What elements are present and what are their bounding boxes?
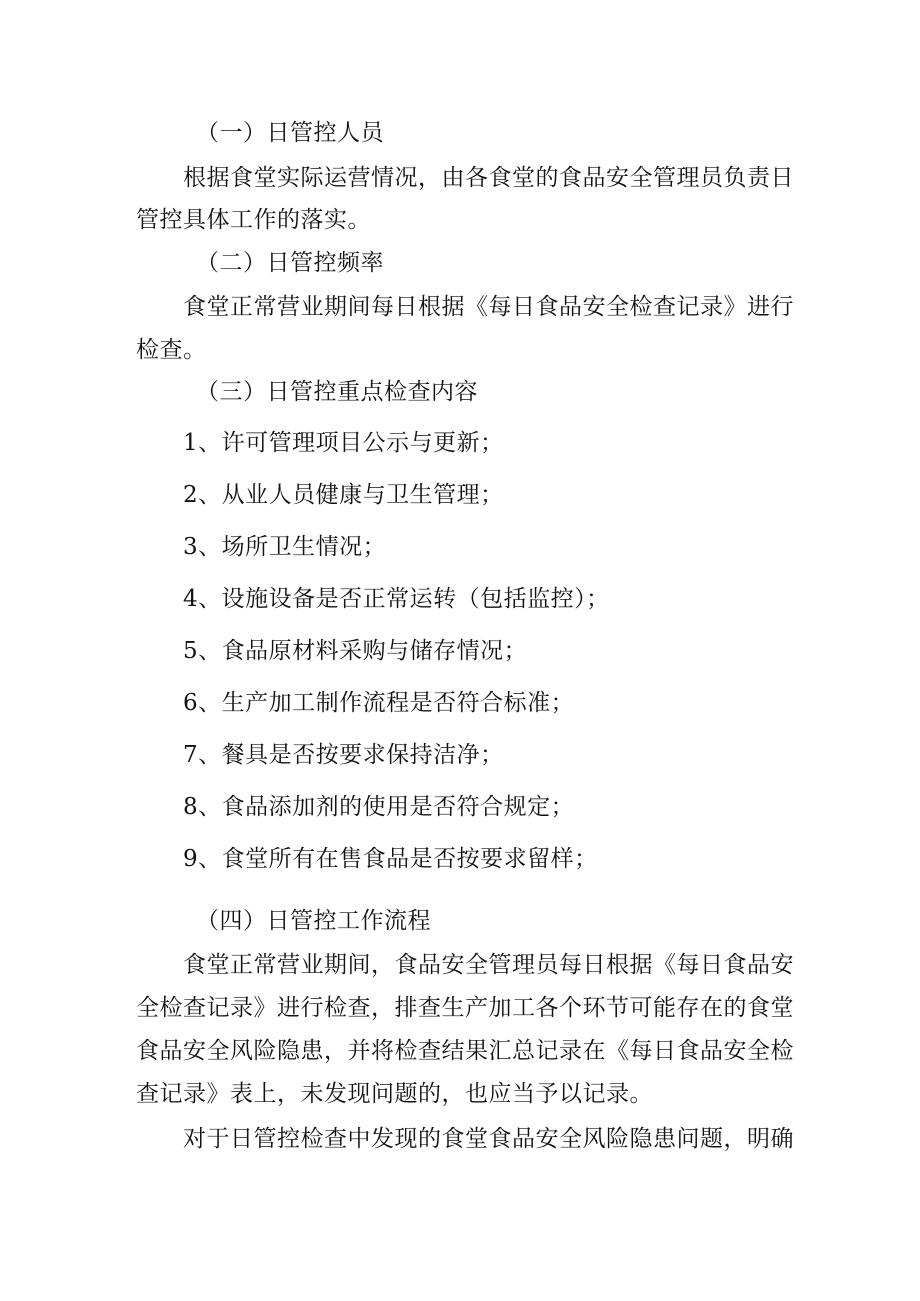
paragraph-line xyxy=(0,950,920,980)
paragraph-text: 食堂正常营业期间每日根据《每日食品安全检查记录》进行 xyxy=(183,294,794,320)
paragraph-line: 检查。 xyxy=(136,337,207,363)
list-item: 8、食品添加剂的使用是否符合规定； xyxy=(183,794,575,820)
paragraph-line xyxy=(0,292,920,322)
paragraph-text: 食品安全风险隐患，并将检查结果汇总记录在《每日食品安全检 xyxy=(136,1038,794,1064)
section-heading-3: （三）日管控重点检查内容 xyxy=(196,379,478,405)
list-item: 9、食堂所有在售食品是否按要求留样； xyxy=(183,846,598,872)
list-item: 2、从业人员健康与卫生管理； xyxy=(183,482,504,508)
paragraph-line xyxy=(0,1124,920,1154)
section-heading-2: （二）日管控频率 xyxy=(196,250,384,276)
paragraph-line: 查记录》表上，未发现问题的，也应当予以记录。 xyxy=(136,1081,653,1107)
section-heading-4: （四）日管控工作流程 xyxy=(196,908,431,934)
paragraph-line xyxy=(0,993,920,1023)
paragraph-text: 食堂正常营业期间，食品安全管理员每日根据《每日食品安 xyxy=(183,952,794,978)
list-item: 5、食品原材料采购与储存情况； xyxy=(183,638,528,664)
list-item: 3、场所卫生情况； xyxy=(183,534,387,560)
list-item: 4、设施设备是否正常运转（包括监控）； xyxy=(183,586,610,612)
section-heading-1: （一）日管控人员 xyxy=(196,120,384,146)
paragraph-text: 全检查记录》进行检查，排查生产加工各个环节可能存在的食堂 xyxy=(136,995,794,1021)
list-item: 6、生产加工制作流程是否符合标准； xyxy=(183,690,575,716)
paragraph-line: 管控具体工作的落实。 xyxy=(136,207,371,233)
paragraph-line xyxy=(0,163,920,193)
list-item: 7、餐具是否按要求保持洁净； xyxy=(183,742,504,768)
list-item: 1、许可管理项目公示与更新； xyxy=(183,430,504,456)
paragraph-text: 对于日管控检查中发现的食堂食品安全风险隐患问题，明确 xyxy=(183,1126,794,1152)
paragraph-line xyxy=(0,1036,920,1066)
paragraph-text: 根据食堂实际运营情况，由各食堂的食品安全管理员负责日 xyxy=(183,165,794,191)
